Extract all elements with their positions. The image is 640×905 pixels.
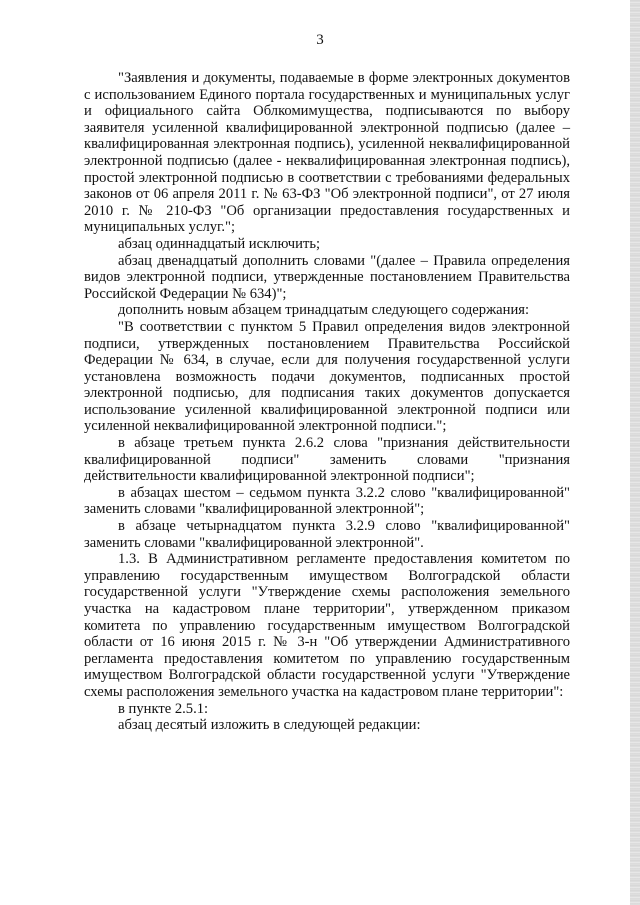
paragraph-8: в абзаце четырнадцатом пункта 3.2.9 слово "квалифицированной" заменить словами "квалифицированной электронной". <box>84 518 570 551</box>
paragraph-3: абзац двенадцатый дополнить словами "(далее – Правила определения видов электронной подписи, утвержденные постановлением Правительства Российской Федерации № 634)"; <box>84 252 570 302</box>
paragraph-2: абзац одиннадцатый исключить; <box>118 235 321 252</box>
paragraph-9: 1.3. В Административном регламенте предоставления комитетом по управлению государственным имуществом Волгоградской области государственной услуги "Утверждение схемы расположения земельного участка на кадастровом плане территории", утвержденном приказом комитета по управлению государственным имуществом Волгоградской области от 16 июня 2015 г. № 3-н "Об утверждении Административного регламента предоставления комитетом по управлению государственным имуществом Волгоградской области государственной услуги "Утверждение схемы расположения земельного участка на кадастровом плане территории": <box>84 551 570 700</box>
paragraph-4: дополнить новым абзацем тринадцатым следующего содержания: <box>118 302 530 319</box>
paragraph-1: "Заявления и документы, подаваемые в форме электронных документов с использованием Единого портала государственных и муниципальных услуг и официального сайта Облкомимущества, подписываются по выбору заявителя усиленной квалифицированной электронной подписью (далее – квалифицированная электронная подпись), усиленной неквалифицированной электронной подписью (далее - неквалифицированная электронная подпись), простой электронной подписью в соответствии с требованиями федеральных законов от 06 апреля 2011 г. № 63-ФЗ "Об электронной подписи", от 27 июля 2010 г. № 210-ФЗ "Об организации предоставления государственных и муниципальных услуг."; <box>84 70 570 236</box>
document-body <box>84 70 570 734</box>
scan-edge-shadow <box>630 0 640 905</box>
paragraph-7: в абзацах шестом – седьмом пункта 3.2.2 слово "квалифицированной" заменить словами "квалифицированной электронной"; <box>84 484 570 518</box>
paragraph-11: абзац десятый изложить в следующей редакции: <box>118 717 421 734</box>
paragraph-10: в пункте 2.5.1: <box>118 700 209 717</box>
paragraph-5: "В соответствии с пунктом 5 Правил определения видов электронной подписи, утвержденных постановлением Правительства Российской Федерации № 634, в случае, если для получения государственной услуги установлена возможность подачи документов, подписанных простой электронной подписью, для подписания таких документов допускается использование усиленной квалифицированной электронной подписи или усиленной неквалифицированной электронной подписи."; <box>84 318 570 435</box>
page-number: 3 <box>316 32 324 48</box>
paragraph-6: в абзаце третьем пункта 2.6.2 слова "признания действительности квалифицированной подписи" заменить словами "признания действительности квалифицированной электронной подписи"; <box>84 435 570 485</box>
